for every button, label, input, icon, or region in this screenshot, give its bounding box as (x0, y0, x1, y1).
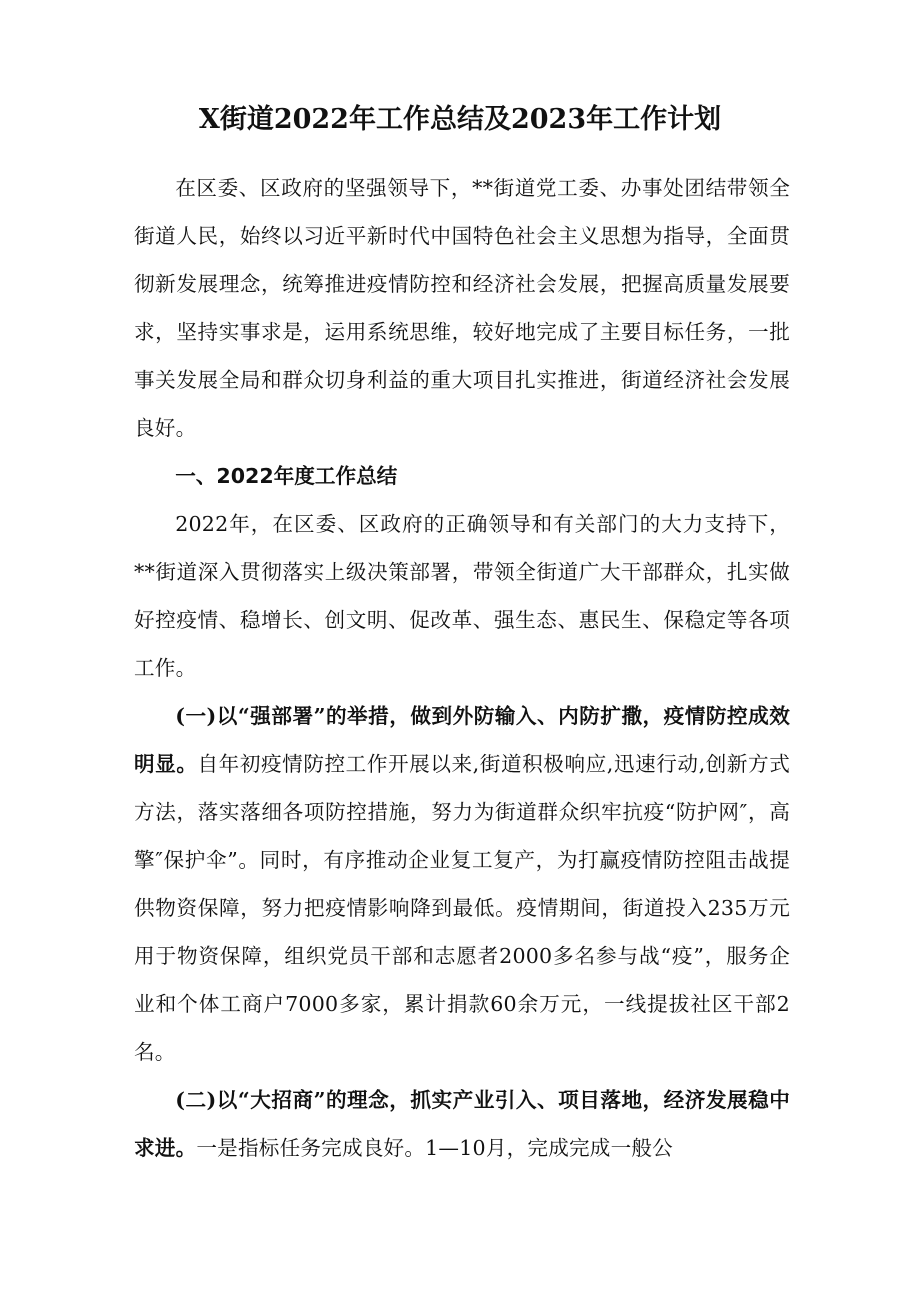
section-heading-2022-summary: 一、2022年度工作总结 (175, 464, 398, 488)
item-2-body: 一是指标任务完成良好。1—10月，完成完成一般公 (196, 1136, 673, 1160)
item-2-paragraph (134, 1076, 790, 1172)
document-title: X街道2022年工作总结及2023年工作计划 (198, 104, 722, 135)
section-intro-paragraph: 2022年，在区委、区政府的正确领导和有关部门的大力支持下，**街道深入贯彻落实上级决策部署，带领全街道广大干部群众，扎实做好控疫情、稳增长、创文明、促改革、强生态、惠民生、保稳定等各项工作。 (134, 512, 790, 680)
item-2-lead: (二)以“大招商”的理念，抓实产业引入、项目落地，经济发展稳中求进。 (134, 1088, 790, 1160)
intro-paragraph: 在区委、区政府的坚强领导下，**街道党工委、办事处团结带领全街道人民，始终以习近平新时代中国特色社会主义思想为指导，全面贯彻新发展理念，统筹推进疫情防控和经济社会发展，把握高质量发展要求，坚持实事求是，运用系统思维，较好地完成了主要目标任务，一批事关发展全局和群众切身利益的重大项目扎实推进，街道经济社会发展良好。 (134, 176, 790, 440)
item-1-body: 自年初疫情防控工作开展以来,街道积极响应,迅速行动,创新方式方法，落实落细各项防控措施，努力为街道群众织牢抗疫“防护网″，高擎″保护伞”。同时，有序推动企业复工复产，为打赢疫情防控阻击战提供物资保障，努力把疫情影响降到最低。疫情期间，街道投入235万元用于物资保障，组织党员干部和志愿者2000多名参与战“疫”，服务企业和个体工商户7000多家，累计捐款60余万元，一线提拔社区干部2名。 (134, 752, 791, 1064)
item-1-paragraph (134, 692, 790, 1076)
item-1-lead: (一)以“强部署”的举措，做到外防输入、内防扩撒，疫情防控成效明显。 (134, 704, 790, 776)
